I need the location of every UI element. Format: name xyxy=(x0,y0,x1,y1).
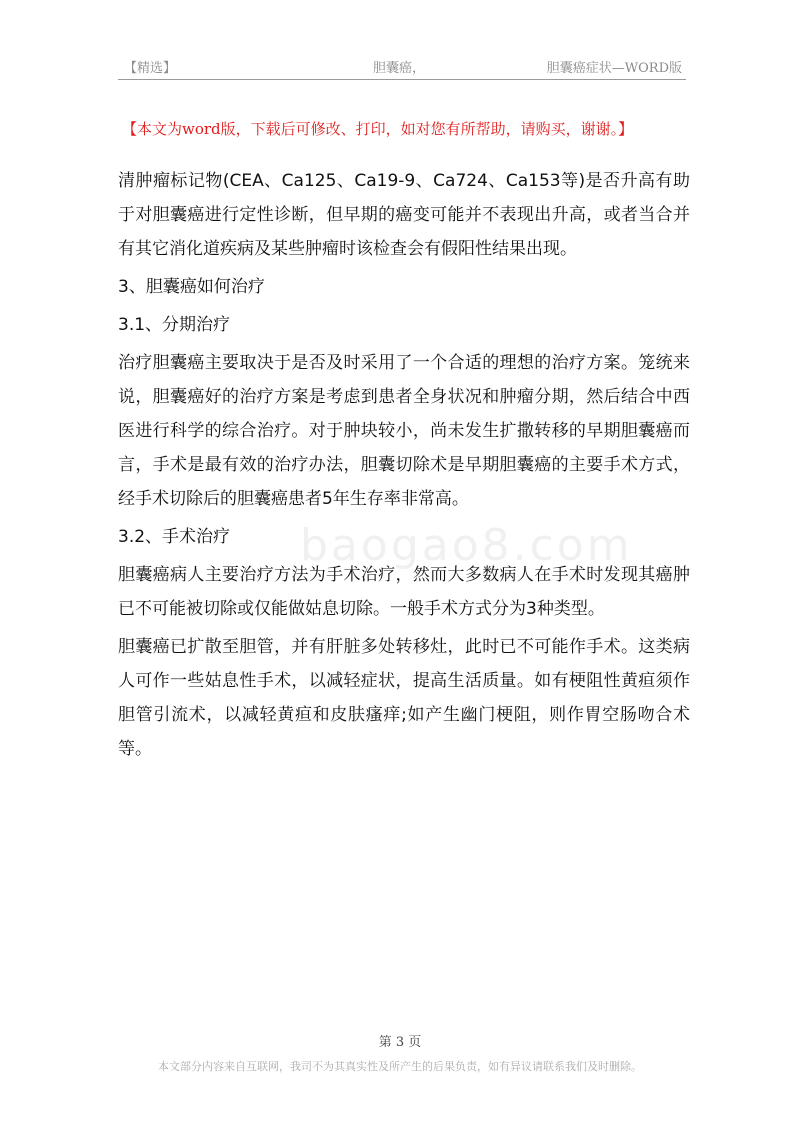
download-notice: 【本文为word版，下载后可修改、打印，如对您有所帮助，请购买，谢谢。】 xyxy=(122,120,634,138)
subsection-heading-staged-treatment: 3.1、分期治疗 xyxy=(118,315,231,335)
subsection-heading-surgery: 3.2、手术治疗 xyxy=(118,527,231,547)
page-number: 第 3 页 xyxy=(378,1035,422,1050)
header-left-text: 【精选】 xyxy=(124,61,177,76)
section-heading-treatment: 3、胆囊癌如何治疗 xyxy=(118,277,265,297)
header-right-text: 胆囊癌症状—WORD版 xyxy=(546,61,682,76)
watermark: baogao8.com xyxy=(300,520,633,571)
document-body xyxy=(118,164,690,770)
page-footer-disclaimer: 本文部分内容来自互联网，我司不为其真实性及所产生的后果负责，如有异议请联系我们及时删除。 xyxy=(158,1060,642,1073)
paragraph-staged-treatment: 治疗胆囊癌主要取决于是否及时采用了一个合适的理想的治疗方案。笼统来说，胆囊癌好的治疗方案是考虑到患者全身状况和肿瘤分期，然后结合中西医进行科学的综合治疗。对于肿块较小，尚未发生扩撒转移的早期胆囊癌而言，手术是最有效的治疗办法，胆囊切除术是早期胆囊癌的主要手术方式，经手术切除后的胆囊癌患者5年生存率非常高。 xyxy=(118,353,690,509)
paragraph-surgery-types: 胆囊癌病人主要治疗方法为手术治疗，然而大多数病人在手术时发现其癌肿已不可能被切除或仅能做姑息切除。一般手术方式分为3种类型。 xyxy=(118,565,690,619)
page-header xyxy=(118,55,686,80)
header-center-text: 胆囊癌， xyxy=(373,61,426,76)
paragraph-tumor-markers: 清肿瘤标记物(CEA、Ca125、Ca19-9、Ca724、Ca153等)是否升高有助于对胆囊癌进行定性诊断，但早期的癌变可能并不表现出升高，或者当合并有其它消化道疾病及某些肿瘤时该检查会有假阳性结果出现。 xyxy=(118,171,690,259)
paragraph-palliative-surgery: 胆囊癌已扩散至胆管，并有肝脏多处转移灶，此时已不可能作手术。这类病人可作一些姑息性手术，以减轻症状，提高生活质量。如有梗阻性黄疸须作胆管引流术，以减轻黄疸和皮肤瘙痒;如产生幽门梗阻，则作胃空肠吻合术等。 xyxy=(118,637,690,759)
